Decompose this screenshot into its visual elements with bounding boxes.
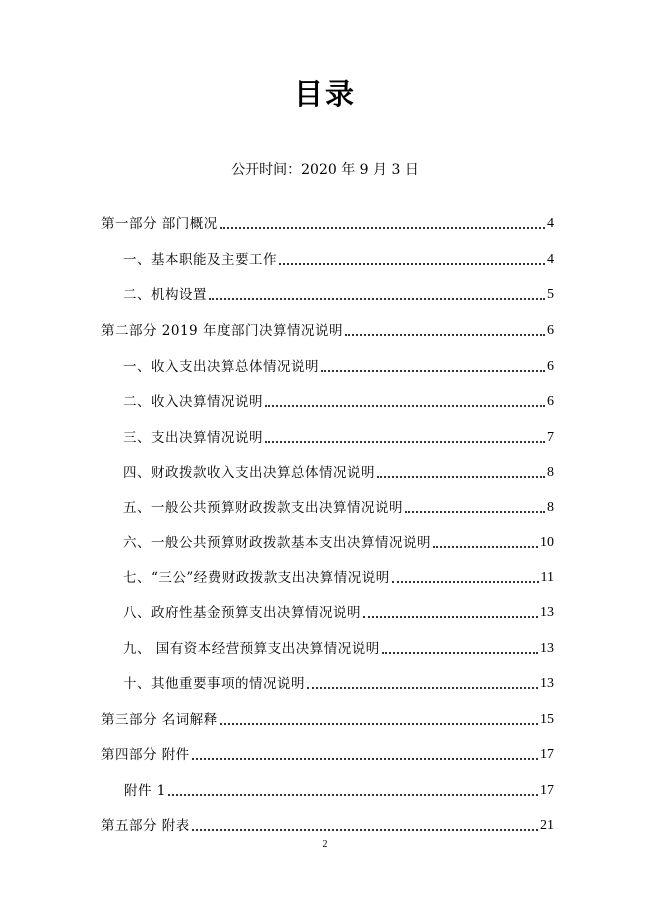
toc-entry-page: 21 [540, 818, 554, 833]
toc-entry-2-10[interactable] [123, 673, 554, 695]
toc-leader-dots [209, 298, 545, 300]
toc-entry-label: 第五部分 附表 [101, 818, 190, 834]
toc-entry-label: 第四部分 附件 [101, 747, 190, 763]
toc-leader-dots [321, 370, 545, 372]
toc-entry-2-5[interactable] [123, 497, 554, 519]
toc-leader-dots [220, 723, 538, 725]
toc-entry-label: 一、收入支出决算总体情况说明 [123, 359, 319, 375]
publish-date: 公开时间：2020 年 9 月 3 日 [231, 162, 419, 178]
toc-leader-dots [363, 616, 538, 618]
toc-leader-dots [307, 687, 538, 689]
page-title: 目录 [293, 77, 356, 111]
toc-entry-2-4[interactable] [123, 462, 554, 484]
toc-entry-page: 4 [547, 252, 554, 267]
toc-entry-label: 五、一般公共预算财政拨款支出决算情况说明 [123, 500, 403, 516]
toc-entry-label: 第三部分 名词解释 [101, 712, 218, 728]
toc-entry-label: 一、基本职能及主要工作 [123, 252, 277, 268]
toc-entry-page: 15 [540, 712, 554, 727]
toc-entry-label: 三、支出决算情况说明 [123, 430, 263, 446]
toc-leader-dots [433, 546, 538, 548]
toc-leader-dots [279, 263, 545, 265]
toc-entry-2-7[interactable] [123, 567, 554, 589]
toc-leader-dots [382, 652, 538, 654]
toc-entry-page: 17 [540, 783, 554, 798]
toc-entry-label: 十、其他重要事项的情况说明 [123, 676, 305, 692]
toc-entry-label: 二、机构设置 [123, 287, 207, 303]
toc-entry-label: 二、收入决算情况说明 [123, 394, 263, 410]
toc-leader-dots [345, 334, 545, 336]
toc-leader-dots [392, 581, 539, 583]
toc-entry-page: 13 [540, 605, 554, 620]
toc-entry-page: 10 [540, 535, 554, 550]
toc-entry-2-6[interactable] [123, 532, 554, 554]
toc-entry-label: 九、 国有资本经营预算支出决算情况说明 [123, 641, 380, 657]
toc-entry-2-9[interactable] [123, 638, 554, 660]
toc-entry-label: 六、一般公共预算财政拨款基本支出决算情况说明 [123, 535, 431, 551]
toc-entry-page: 6 [547, 394, 554, 409]
toc-entry-label: 八、政府性基金预算支出决算情况说明 [123, 605, 361, 621]
toc-entry-page: 7 [547, 430, 554, 445]
toc-entry-1-1[interactable] [123, 249, 554, 271]
toc-entry-2-1[interactable] [123, 356, 554, 378]
toc-entry-part-2[interactable] [101, 320, 554, 342]
toc-leader-dots [168, 794, 538, 796]
page-number: 2 [322, 839, 328, 850]
toc-entry-page: 13 [540, 641, 554, 656]
toc-entry-page: 6 [547, 323, 554, 338]
toc-entry-part-3[interactable] [101, 709, 554, 731]
toc-entry-part-1[interactable] [101, 213, 554, 235]
toc-leader-dots [265, 441, 545, 443]
toc-leader-dots [220, 227, 545, 229]
toc-entry-label: 四、财政拨款收入支出决算总体情况说明 [123, 465, 375, 481]
toc-entry-page: 17 [540, 747, 554, 762]
toc-entry-page: 6 [547, 359, 554, 374]
toc-entry-page: 13 [540, 676, 554, 691]
toc-entry-2-3[interactable] [123, 427, 554, 449]
toc-leader-dots [405, 511, 545, 513]
toc-entry-part-5[interactable] [101, 815, 554, 837]
toc-entry-page: 4 [547, 216, 554, 231]
toc-leader-dots [377, 476, 545, 478]
toc-entry-label: 附件 1 [124, 783, 166, 799]
toc-leader-dots [192, 758, 538, 760]
toc-entry-page: 8 [547, 500, 554, 515]
toc-entry-part-4[interactable] [101, 744, 554, 766]
toc-entry-2-8[interactable] [123, 602, 554, 624]
toc-entry-label: 第一部分 部门概况 [101, 216, 218, 232]
toc-leader-dots [265, 405, 545, 407]
toc-entry-label: 七、“三公”经费财政拨款支出决算情况说明 [123, 570, 390, 586]
toc-entry-page: 5 [547, 287, 554, 302]
toc-entry-page: 11 [540, 570, 554, 585]
toc-entry-2-2[interactable] [123, 391, 554, 413]
toc-entry-4-1[interactable] [124, 780, 554, 802]
toc-leader-dots [192, 829, 538, 831]
toc-entry-label: 第二部分 2019 年度部门决算情况说明 [101, 323, 343, 339]
toc-entry-1-2[interactable] [123, 284, 554, 306]
toc-entry-page: 8 [547, 465, 554, 480]
